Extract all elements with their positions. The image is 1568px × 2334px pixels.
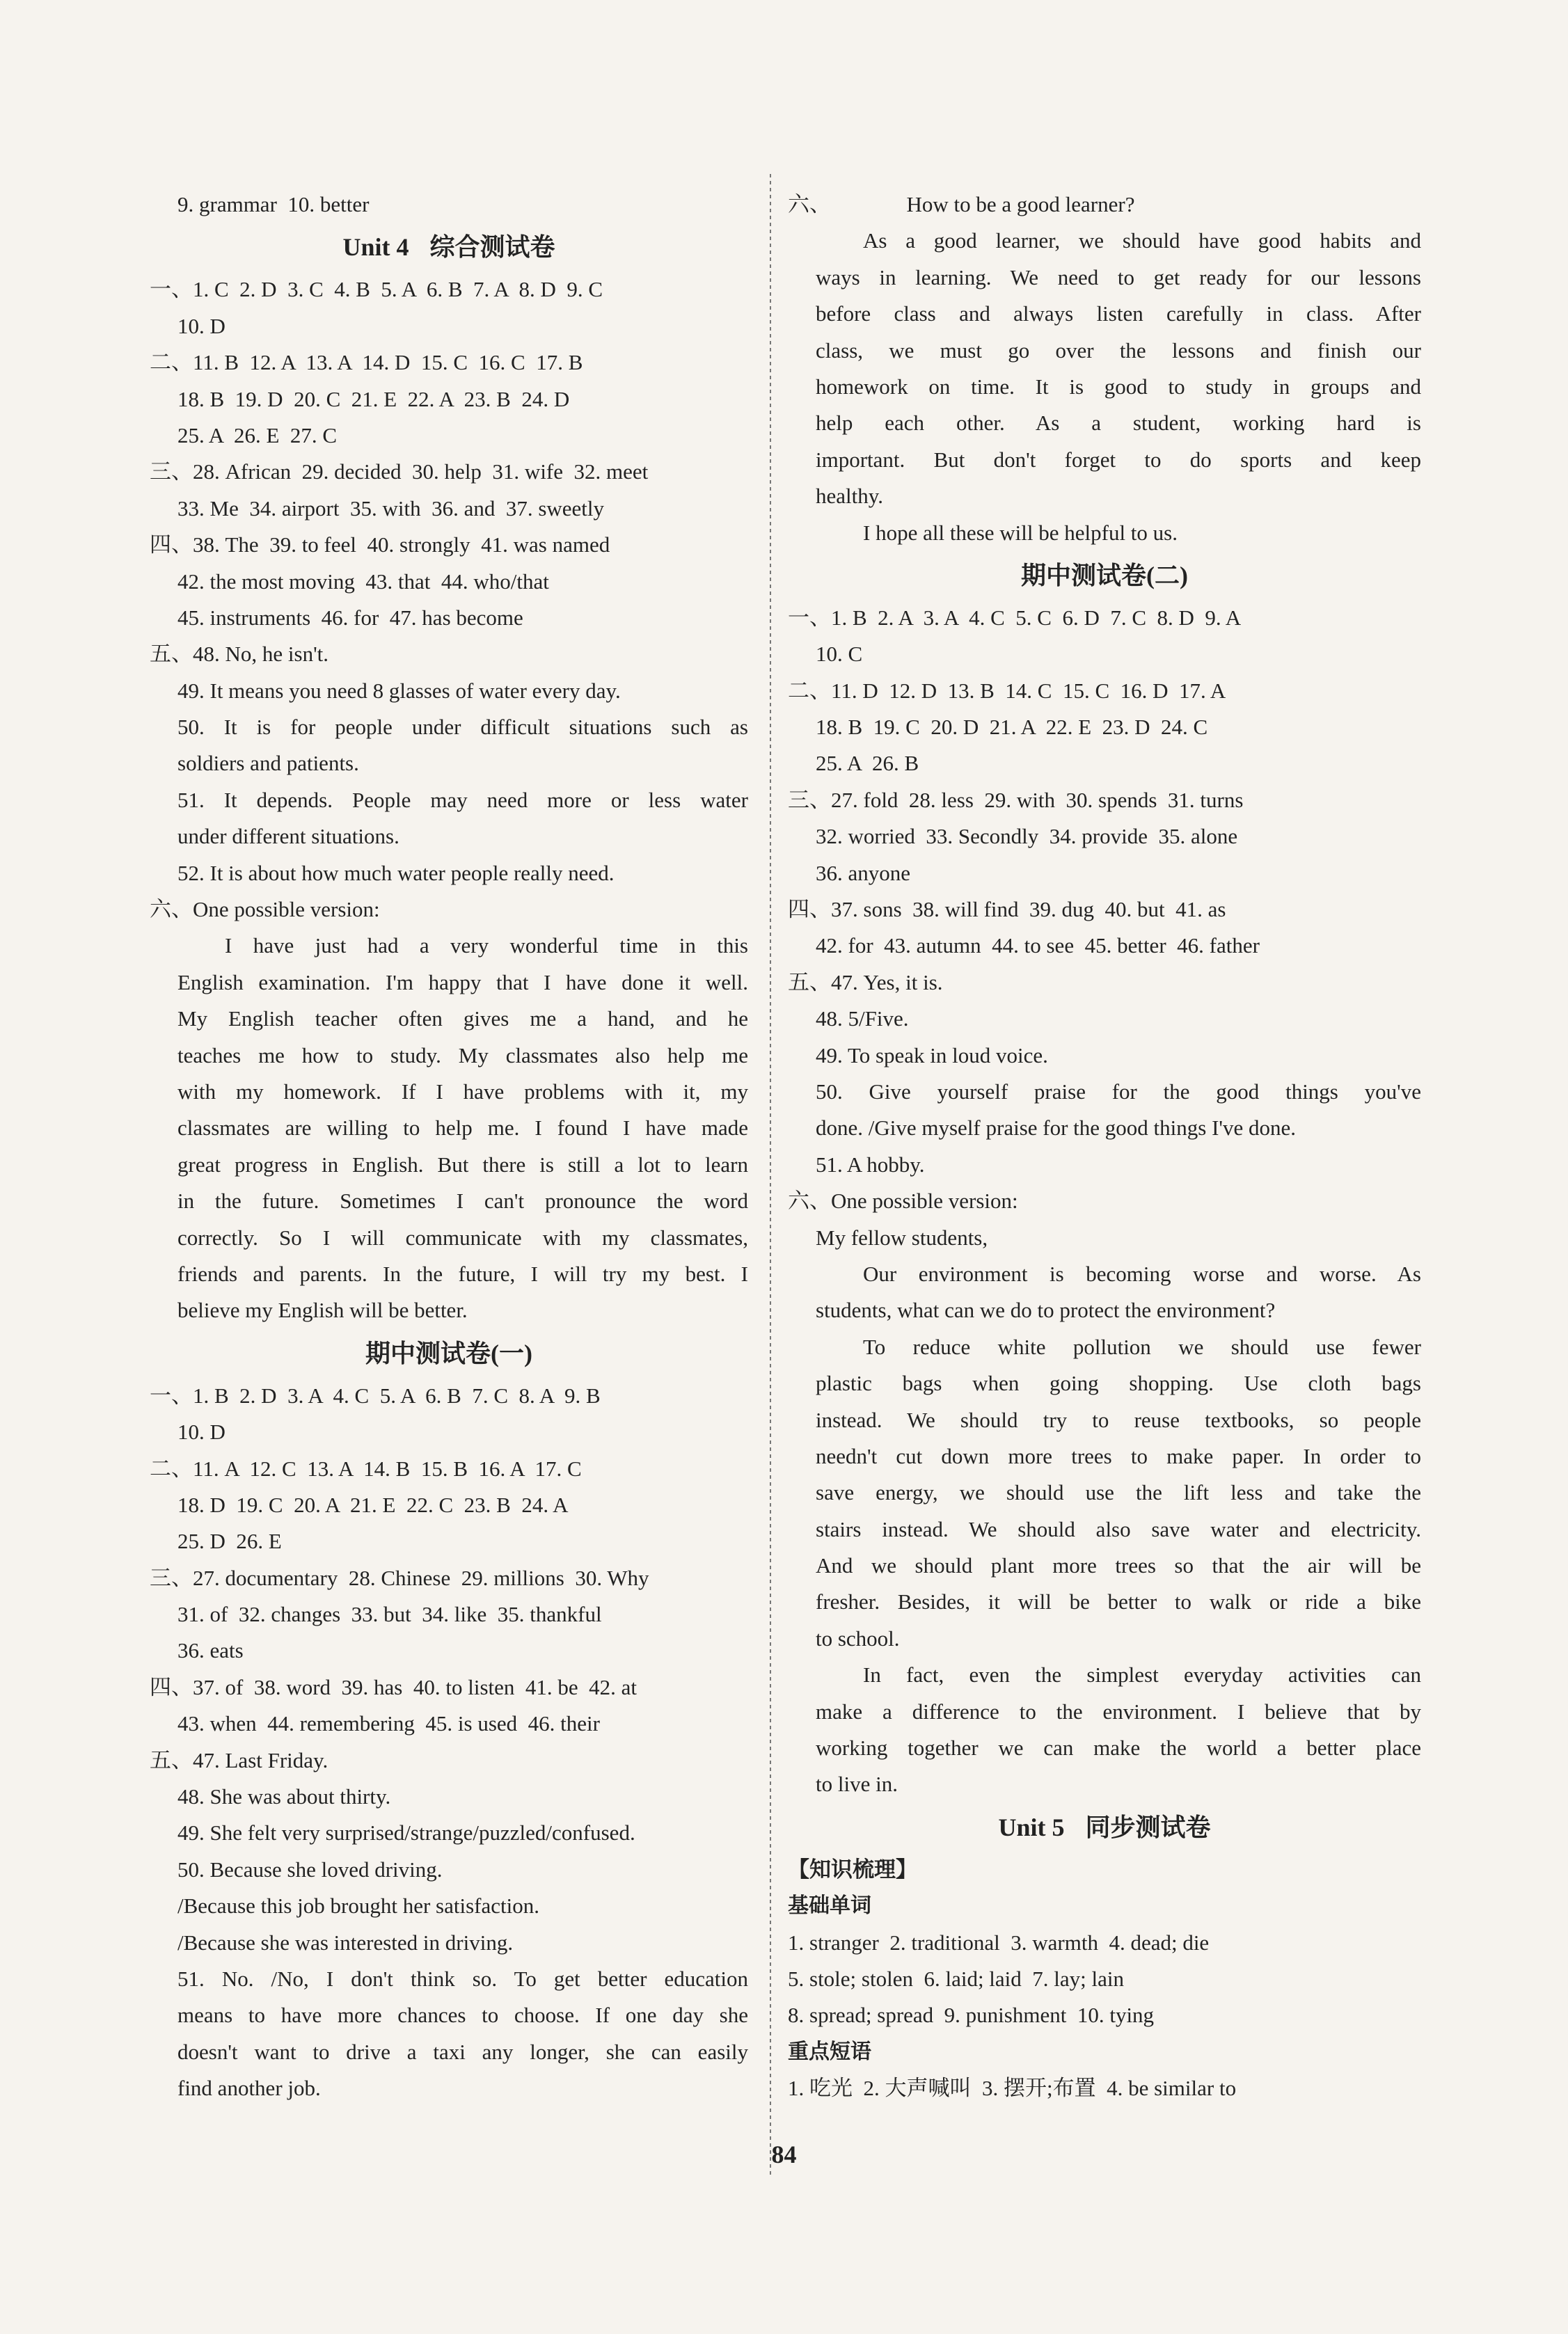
answer-line: /Because she was interested in driving.	[177, 1930, 514, 1955]
section-heading-title: 同步测试卷	[1085, 1813, 1211, 1841]
answer-line: 5. stole; stolen 6. laid; laid 7. lay; lain	[788, 1966, 1125, 1991]
answer-line: 52. It is about how much water people really need.	[177, 860, 615, 885]
answer-line: 二、11. D 12. D 13. B 14. C 15. C 16. D 17. A	[788, 678, 1226, 703]
answer-line: 36. eats	[177, 1638, 244, 1663]
answer-line: 一、1. C 2. D 3. C 4. B 5. A 6. B 7. A 8. D 9. C	[150, 277, 603, 302]
answer-line: 9. grammar 10. better	[177, 192, 370, 216]
answer-line: 四、37. of 38. word 39. has 40. to listen 41. be 42. at	[150, 1674, 638, 1699]
answer-line: ways in learning. We need to get ready for our lessons	[816, 264, 1421, 289]
answer-line: 49. She felt very surprised/strange/puzzled/confused.	[177, 1820, 635, 1845]
answer-line: 一、1. B 2. D 3. A 4. C 5. A 6. B 7. C 8. A 9. B	[150, 1383, 601, 1408]
answer-line: My fellow students,	[816, 1225, 988, 1250]
answer-line: means to have more chances to choose. If one day she	[177, 2003, 748, 2028]
answer-line: to live in.	[816, 1772, 898, 1797]
section-heading-title: 综合测试卷	[429, 233, 555, 262]
answer-line: 18. B 19. C 20. D 21. A 22. E 23. D 24. C	[816, 715, 1208, 740]
answer-line: 10. D	[177, 1420, 225, 1445]
column-divider	[770, 174, 771, 2178]
answer-line: /Because this job brought her satisfaction.	[177, 1894, 539, 1919]
answer-line: find another job.	[177, 2076, 321, 2101]
answer-line: healthy.	[816, 484, 883, 509]
answer-line: 51. No. /No, I don't think so. To get better education	[177, 1966, 748, 1991]
answer-line: fresher. Besides, it will be better to walk or ride a bike	[816, 1589, 1421, 1614]
answer-line: instead. We should try to reuse textbooks, so people	[816, 1407, 1421, 1432]
answer-line: 1. stranger 2. traditional 3. warmth 4. dead; die	[788, 1930, 1210, 1955]
answer-line: 18. D 19. C 20. A 21. E 22. C 23. B 24. A	[177, 1492, 569, 1517]
answer-line: My English teacher often gives me a hand, and he	[177, 1006, 748, 1031]
answer-line: with my homework. If I have problems with it, my	[177, 1079, 748, 1104]
answer-line: English examination. I'm happy that I have done it well.	[177, 969, 748, 994]
answer-line: classmates are willing to help me. I found I have made	[177, 1116, 748, 1141]
answer-line: 42. the most moving 43. that 44. who/that	[177, 569, 549, 594]
answer-line: I have just had a very wonderful time in this	[225, 933, 748, 958]
answer-line: 三、27. fold 28. less 29. with 30. spends 31. turns	[788, 787, 1244, 812]
answer-line: students, what can we do to protect the environment?	[816, 1298, 1276, 1323]
answer-line: 五、47. Last Friday.	[150, 1747, 328, 1772]
answer-line: 50. Give yourself praise for the good things you've	[816, 1079, 1421, 1104]
answer-line: 25. D 26. E	[177, 1529, 282, 1554]
answer-line: under different situations.	[177, 824, 399, 849]
answer-line: 50. It is for people under difficult situations such as	[177, 715, 748, 740]
answer-line: doesn't want to drive a taxi any longer, she can easily	[177, 2039, 748, 2064]
answer-line: 10. D	[177, 313, 225, 338]
answer-line: 1. 吃光 2. 大声喊叫 3. 摆开;布置 4. be similar to	[788, 2076, 1237, 2101]
answer-line: class, we must go over the lessons and finish our	[816, 338, 1421, 363]
answer-line: stairs instead. We should also save water and electricity.	[816, 1516, 1421, 1541]
answer-line: to school.	[816, 1626, 900, 1651]
answer-line: important. But don't forget to do sports and keep	[816, 447, 1421, 472]
answer-line: plastic bags when going shopping. Use cloth bags	[816, 1371, 1421, 1396]
answer-line: 六、 How to be a good learner?	[788, 192, 1135, 216]
answer-line: And we should plant more trees so that the air will be	[816, 1553, 1421, 1578]
answer-line: 50. Because she loved driving.	[177, 1857, 443, 1882]
answer-line: 31. of 32. changes 33. but 34. like 35. thankful	[177, 1602, 602, 1627]
answer-line: Our environment is becoming worse and worse. As	[863, 1261, 1421, 1286]
answer-line: In fact, even the simplest everyday activities can	[863, 1662, 1421, 1688]
answer-line: 二、11. B 12. A 13. A 14. D 15. C 16. C 17. B	[150, 350, 583, 375]
page-number: 84	[771, 2141, 797, 2168]
section-tag: 【知识梳理】	[788, 1857, 917, 1882]
section-heading-title: 期中测试卷(二)	[1021, 561, 1188, 589]
answer-line: 25. A 26. E 27. C	[177, 422, 338, 447]
section-heading	[150, 1329, 748, 1378]
answer-line: I hope all these will be helpful to us.	[863, 520, 1178, 545]
answer-line: 33. Me 34. airport 35. with 36. and 37. sweetly	[177, 495, 605, 521]
answer-line: 一、1. B 2. A 3. A 4. C 5. C 6. D 7. C 8. D 9. A	[788, 605, 1242, 630]
subsection-heading: 基础单词	[788, 1894, 871, 1918]
answer-line: 五、47. Yes, it is.	[788, 969, 943, 994]
answer-line: working together we can make the world a better place	[816, 1736, 1421, 1761]
section-heading	[788, 551, 1421, 600]
right-column	[788, 186, 1421, 2107]
answer-line: 48. She was about thirty.	[177, 1784, 391, 1809]
answer-line: 10. C	[816, 642, 863, 667]
answer-line: save energy, we should use the lift less and take the	[816, 1480, 1421, 1505]
answer-line: 43. when 44. remembering 45. is used 46. their	[177, 1711, 600, 1736]
answer-line: 49. It means you need 8 glasses of water every day.	[177, 678, 621, 703]
answer-line: needn't cut down more trees to make paper. In order to	[816, 1443, 1421, 1468]
section-heading-unit: Unit 5	[998, 1813, 1065, 1841]
answer-line: in the future. Sometimes I can't pronounce the word	[177, 1189, 748, 1214]
answer-line: 49. To speak in loud voice.	[816, 1042, 1048, 1067]
answer-line: 四、38. The 39. to feel 40. strongly 41. was named	[150, 532, 610, 557]
answer-line: 51. A hobby.	[816, 1152, 925, 1177]
answer-line: 45. instruments 46. for 47. has become	[177, 605, 523, 630]
answer-line: correctly. So I will communicate with my classmates,	[177, 1225, 748, 1250]
answer-line: To reduce white pollution we should use fewer	[863, 1334, 1421, 1359]
answer-line: 三、28. African 29. decided 30. help 31. wife 32. meet	[150, 459, 649, 484]
answer-line: 三、27. documentary 28. Chinese 29. millions 30. Why	[150, 1565, 649, 1590]
answer-line: believe my English will be better.	[177, 1298, 468, 1323]
answer-line: make a difference to the environment. I believe that by	[816, 1699, 1421, 1724]
answer-line: 25. A 26. B	[816, 751, 919, 776]
answer-line: 51. It depends. People may need more or less water	[177, 787, 748, 812]
answer-line: 六、One possible version:	[150, 897, 380, 922]
answer-line: 18. B 19. D 20. C 21. E 22. A 23. B 24. D	[177, 386, 570, 411]
answer-line: 42. for 43. autumn 44. to see 45. better 46. father	[816, 933, 1260, 958]
section-heading-title: 期中测试卷(一)	[365, 1339, 532, 1367]
section-heading	[150, 223, 748, 271]
answer-line: homework on time. It is good to study in groups and	[816, 374, 1421, 399]
answer-line: help each other. As a student, working hard is	[816, 411, 1421, 436]
answer-line: soldiers and patients.	[177, 751, 359, 776]
answer-line: 32. worried 33. Secondly 34. provide 35. alone	[816, 824, 1238, 849]
answer-line: 四、37. sons 38. will find 39. dug 40. but 41. as	[788, 897, 1226, 922]
answer-line: before class and always listen carefully in class. After	[816, 301, 1421, 326]
answer-line: 8. spread; spread 9. punishment 10. tying	[788, 2003, 1155, 2028]
answer-line: teaches me how to study. My classmates also help me	[177, 1042, 748, 1067]
answer-line: friends and parents. In the future, I will try my best. I	[177, 1261, 748, 1286]
answer-line: great progress in English. But there is still a lot to learn	[177, 1152, 748, 1177]
answer-line: 二、11. A 12. C 13. A 14. B 15. B 16. A 17. C	[150, 1456, 582, 1481]
subsection-heading: 重点短语	[788, 2040, 871, 2063]
answer-line: 五、48. No, he isn't.	[150, 642, 329, 667]
answer-line: As a good learner, we should have good habits and	[863, 228, 1421, 253]
answer-line: 六、One possible version:	[788, 1189, 1018, 1214]
answer-line: 36. anyone	[816, 860, 911, 885]
section-heading-unit: Unit 4	[342, 233, 409, 262]
section-heading	[788, 1803, 1421, 1852]
answer-line: done. /Give myself praise for the good things I've done.	[816, 1116, 1297, 1141]
left-column	[150, 186, 748, 2107]
answer-line: 48. 5/Five.	[816, 1006, 909, 1031]
